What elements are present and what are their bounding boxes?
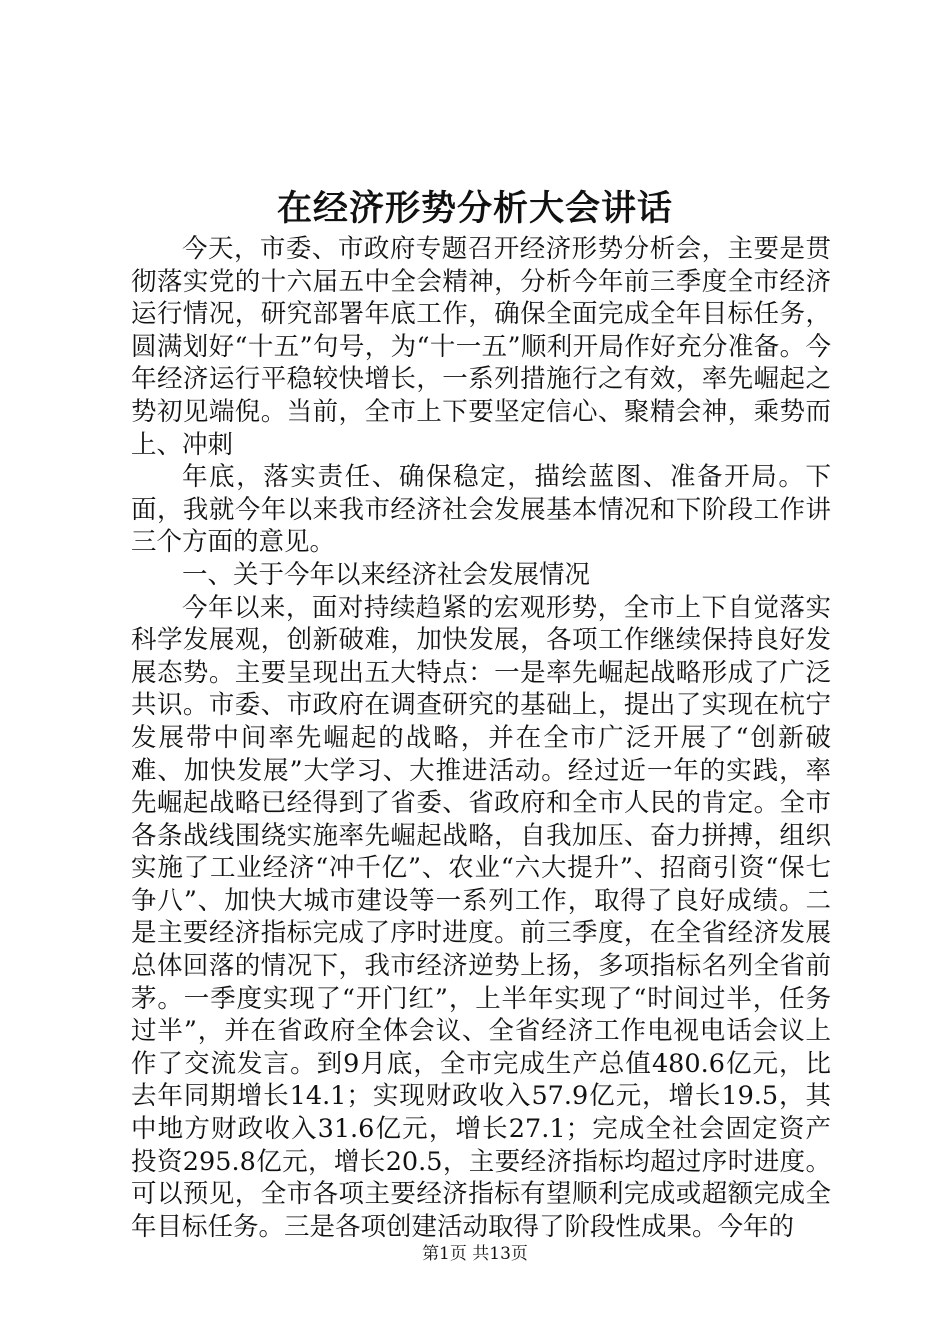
section-heading: 一、关于今年以来经济社会发展情况 [182,559,591,590]
page-number-footer: 第1页 共13页 [422,1244,528,1264]
document-title: 在经济形势分析大会讲话 [276,188,673,229]
paragraph-continuation: 年底，落实责任、确保稳定，描绘蓝图、准备开局。下面，我就今年以来我市经济社会发展基本情况和下阶段工作讲三个方面的意见。 [131,462,831,558]
paragraph-situation: 今年以来，面对持续趋紧的宏观形势，全市上下自觉落实科学发展观，创新破难，加快发展，各项工作继续保持良好发展态势。主要呈现出五大特点：一是率先崛起战略形成了广泛共识。市委、市政府在调查研究的基础上，提出了实现在杭宁发展带中间率先崛起的战略，并在全市广泛开展了“创新破难、加快发展”大学习、大推进活动。经过近一年的实践，率先崛起战略已经得到了省委、省政府和全市人民的肯定。全市各条战线围绕实施率先崛起战略，自我加压、奋力拼搏，组织实施了工业经济“冲千亿”、农业“六大提升”、招商引资“保七争八”、加快大城市建设等一系列工作，取得了良好成绩。二是主要经济指标完成了序时进度。前三季度，在全省经济发展总体回落的情况下，我市经济逆势上扬，多项指标名列全省前茅。一季度实现了“开门红”，上半年实现了“时间过半，任务过半”，并在省政府全体会议、全省经济工作电视电话会议上作了交流发言。到9月底，全市完成生产总值480.6亿元，比去年同期增长14.1；实现财政收入57.9亿元，增长19.5，其中地方财政收入31.6亿元，增长27.1；完成全社会固定资产投资295.8亿元，增长20.5，主要经济指标均超过序时进度。可以预见，全市各项主要经济指标有望顺利完成或超额完成全年目标任务。三是各项创建活动取得了阶段性成果。今年的 [131,592,831,1242]
paragraph-intro: 今天，市委、市政府专题召开经济形势分析会，主要是贯彻落实党的十六届五中全会精神，分析今年前三季度全市经济运行情况，研究部署年底工作，确保全面完成全年目标任务，圆满划好“十五”句号，为“十一五”顺利开局作好充分准备。今年经济运行平稳较快增长，一系列措施行之有效，率先崛起之势初见端倪。当前，全市上下要坚定信心、聚精会神，乘势而上、冲刺 [131,234,831,460]
document-body [131,233,831,1243]
